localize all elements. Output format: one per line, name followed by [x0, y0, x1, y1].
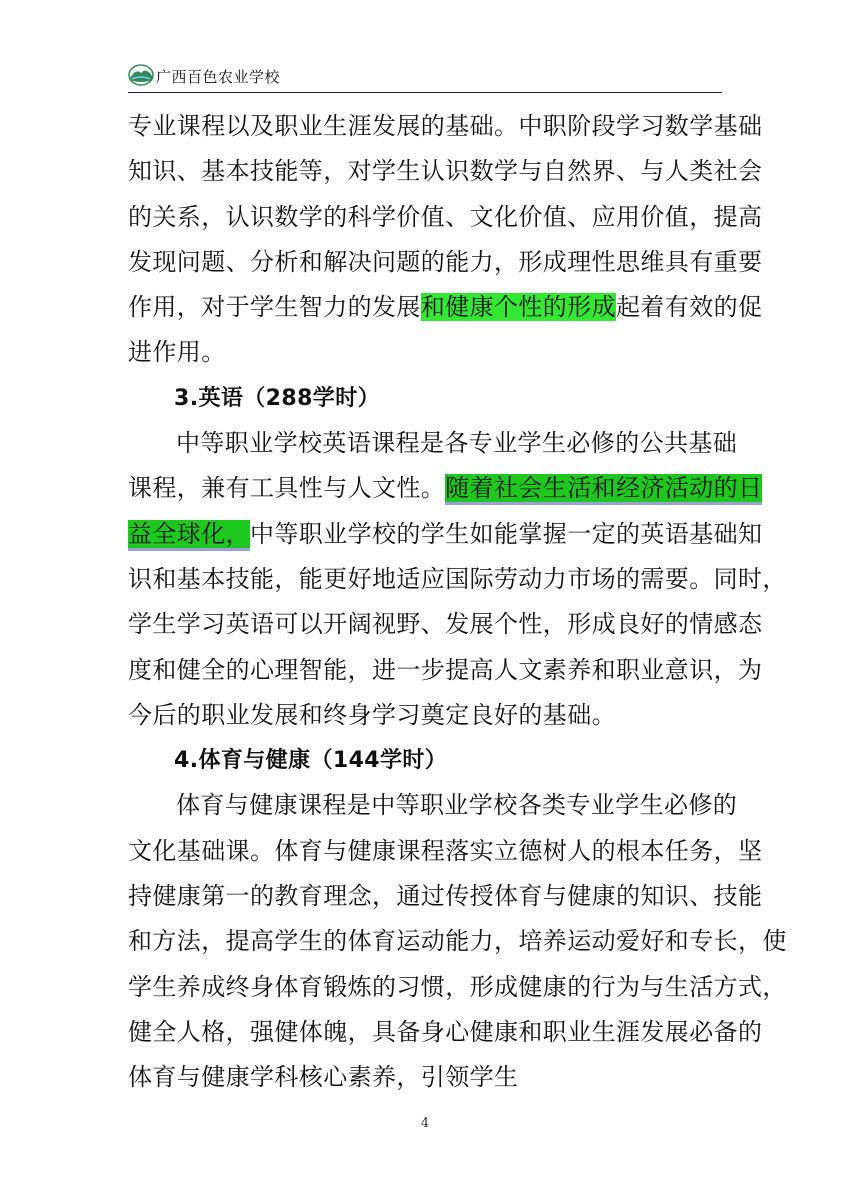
- text-line: 学生学习英语可以开阔视野、发展个性，形成良好的情感态: [128, 610, 763, 639]
- text-line: 发现问题、分析和解决问题的能力，形成理性思维具有重要: [128, 247, 763, 276]
- text-line: 和方法，提高学生的体育运动能力，培养运动爱好和专长，使: [128, 927, 787, 956]
- text-line: 文化基础课。体育与健康课程落实立德树人的根本任务，坚: [128, 836, 763, 865]
- text-line: 进作用。: [128, 338, 226, 367]
- text-segment: 作用，对于学生智力的发展: [128, 293, 421, 322]
- highlighted-text: 随着社会生活和经济活动的日: [445, 474, 762, 505]
- text-line: [128, 512, 763, 557]
- section-heading-pe: 4.体育与健康（144学时）: [174, 748, 448, 774]
- school-logo-icon: [128, 62, 154, 86]
- text-line: 专业课程以及职业生涯发展的基础。中职阶段学习数学基础: [128, 112, 763, 140]
- text-line: 度和健全的心理智能，进一步提高人文素养和职业意识，为: [128, 655, 763, 684]
- school-name: 广西百色农业学校: [156, 68, 281, 86]
- text-segment: 课程，兼有工具性与人文性。: [128, 474, 446, 503]
- text-line: [128, 466, 763, 511]
- highlighted-text: 益全球化，: [128, 520, 250, 551]
- section-heading-english: 3.英语（288学时）: [174, 385, 380, 411]
- highlighted-text: 和健康个性的形成: [420, 293, 617, 322]
- text-line: 的关系，认识数学的科学价值、文化价值、应用价值，提高: [128, 202, 763, 231]
- text-line: 持健康第一的教育理念，通过传授体育与健康的知识、技能: [128, 882, 763, 911]
- text-line: 体育与健康学科核心素养，引领学生: [128, 1063, 519, 1092]
- text-line: 中等职业学校英语课程是各专业学生必修的公共基础: [176, 429, 738, 458]
- text-line: [128, 285, 763, 330]
- text-segment: 起着有效的促: [616, 293, 763, 322]
- page-number: 4: [420, 1116, 430, 1131]
- document-body: [128, 104, 787, 1101]
- text-line: 健全人格，强健体魄，具备身心健康和职业生涯发展必备的: [128, 1017, 763, 1046]
- text-line: 识和基本技能，能更好地适应国际劳动力市场的需要。同时，: [128, 564, 787, 593]
- text-line: 知识、基本技能等，对学生认识数学与自然界、与人类社会: [128, 157, 763, 186]
- text-line: 今后的职业发展和终身学习奠定良好的基础。: [128, 700, 616, 729]
- text-segment: 中等职业学校的学生如能掌握一定的英语基础知: [250, 519, 763, 548]
- text-line: 学生养成终身体育锻炼的习惯，形成健康的行为与生活方式，: [128, 972, 787, 1001]
- text-line: 体育与健康课程是中等职业学校各类专业学生必修的: [176, 791, 738, 820]
- page-header: [128, 60, 722, 93]
